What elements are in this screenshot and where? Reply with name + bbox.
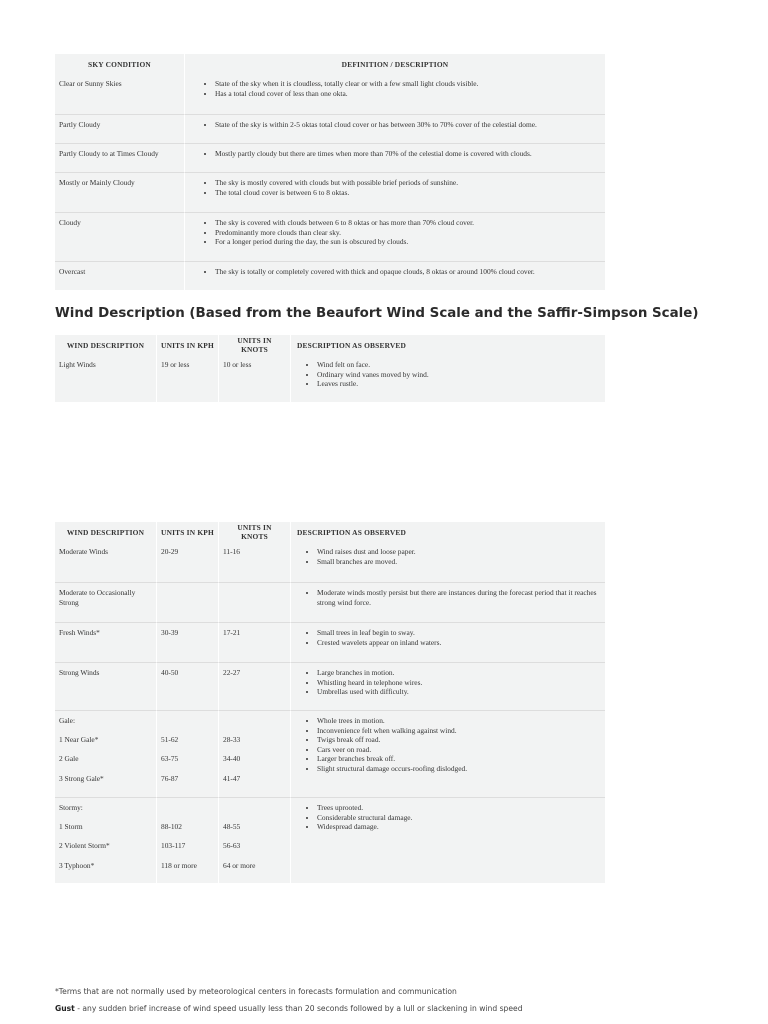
observed-item: • Ordinary wind vanes moved by wind. — [317, 370, 601, 380]
definition-header: DEFINITION / DESCRIPTION — [184, 54, 605, 74]
wind-kph-cell — [156, 355, 218, 402]
units-knots-header: UNITS IN KNOTS — [218, 335, 290, 355]
sky-condition-cell: Clear or Sunny Skies — [55, 74, 184, 114]
definition-list — [199, 178, 601, 197]
table-row — [55, 212, 605, 261]
wind-kph-text — [161, 803, 214, 813]
wind-desc-cell — [55, 542, 156, 582]
observed-list — [301, 716, 601, 774]
definition-cell — [184, 114, 605, 143]
observed-cell — [290, 797, 605, 883]
wind-knots-text: 56-63 — [223, 841, 241, 851]
observed-item: • Twigs break off road. — [317, 735, 601, 745]
wind-kph-text: 118 or more — [161, 860, 197, 870]
wind-kph-text — [161, 716, 214, 726]
observed-item: • Whole trees in motion. — [317, 716, 601, 726]
wind-knots-cell — [218, 582, 290, 622]
wind-knots-text: 28-33 — [223, 735, 241, 745]
sky-condition-cell: Mostly or Mainly Cloudy — [55, 172, 184, 212]
observed-cell — [290, 710, 605, 797]
wind-kph-text — [161, 588, 214, 598]
table-row — [55, 261, 605, 290]
observed-item: • Leaves rustle. — [317, 379, 601, 389]
definition-cell — [184, 143, 605, 172]
wind-desc-text: Strong Winds — [59, 668, 100, 677]
wind-knots-text: 34-40 — [223, 754, 241, 764]
definition-list — [199, 218, 601, 247]
gust-term: Gust — [55, 1004, 75, 1013]
wind-desc-text: Light Winds — [59, 360, 96, 369]
wind-knots-text: 11-16 — [223, 547, 240, 556]
units-kph-header: UNITS IN KPH — [156, 335, 218, 355]
wind-knots-text: 10 or less — [223, 360, 252, 369]
wind-knots-text — [223, 588, 286, 598]
observed-list — [301, 668, 601, 697]
table-row — [55, 74, 605, 114]
table-row — [55, 582, 605, 622]
wind-kph-cell — [156, 710, 218, 797]
description-observed-header: DESCRIPTION AS OBSERVED — [290, 335, 605, 355]
wind-kph-cell — [156, 542, 218, 582]
observed-item: • Whistling heard in telephone wires. — [317, 678, 601, 688]
table-row — [55, 710, 605, 797]
wind-knots-text: 64 or more — [223, 860, 256, 870]
observed-list — [301, 547, 601, 566]
observed-cell — [290, 542, 605, 582]
wind-kph-text: 30-39 — [161, 628, 179, 637]
definition-item: • Predominantly more clouds than clear sky. — [215, 228, 601, 238]
observed-item: • Larger branches break off. — [317, 754, 601, 764]
observed-list — [301, 628, 601, 647]
wind-kph-text: 88-102 — [161, 822, 182, 832]
wind-kph-text: 40-50 — [161, 668, 179, 677]
table-header-row — [55, 54, 605, 74]
observed-item: • Crested wavelets appear on inland waters. — [317, 638, 601, 648]
observed-cell — [290, 582, 605, 622]
wind-desc-text: 1 Storm — [59, 822, 83, 832]
terms-footnote: *Terms that are not normally used by meteorological centers in forecasts formulation and communication — [55, 987, 457, 996]
observed-item: • Small branches are moved. — [317, 557, 601, 567]
observed-item: • Large branches in motion. — [317, 668, 601, 678]
wind-desc-cell — [55, 797, 156, 883]
observed-item: • Cars veer on road. — [317, 745, 601, 755]
observed-item: • Small trees in leaf begin to sway. — [317, 628, 601, 638]
wind-kph-cell — [156, 582, 218, 622]
definition-item: • Has a total cloud cover of less than one okta. — [215, 89, 601, 99]
wind-kph-text: 20-29 — [161, 547, 179, 556]
wind-kph-text: 19 or less — [161, 360, 190, 369]
table-row — [55, 114, 605, 143]
definition-item: • The sky is mostly covered with clouds but with possible brief periods of sunshine. — [215, 178, 601, 188]
wind-desc-text: Fresh Winds* — [59, 628, 100, 637]
gust-definition-text: - any sudden brief increase of wind speed usually less than 20 seconds followed by a lull or slackening in wind speed — [74, 1004, 523, 1013]
definition-item: • For a longer period during the day, the sun is obscured by clouds. — [215, 237, 601, 247]
wind-knots-text — [223, 716, 286, 726]
definition-list — [199, 267, 601, 277]
wind-knots-text: 22-27 — [223, 668, 241, 677]
definition-list — [199, 79, 601, 98]
wind-desc-text: 1 Near Gale* — [59, 735, 99, 745]
sky-condition-cell: Partly Cloudy to at Times Cloudy — [55, 143, 184, 172]
wind-kph-text: 51-62 — [161, 735, 179, 745]
table-header-row — [55, 522, 605, 542]
wind-knots-text: 17-21 — [223, 628, 241, 637]
wind-description-header: WIND DESCRIPTION — [55, 522, 156, 542]
observed-item: • Wind felt on face. — [317, 360, 601, 370]
observed-cell — [290, 355, 605, 402]
wind-kph-text: 76-87 — [161, 773, 179, 783]
observed-item: • Widespread damage. — [317, 822, 601, 832]
observed-item: • Moderate winds mostly persist but there are instances during the forecast period that it reaches strong wind force. — [317, 588, 601, 607]
table-row — [55, 355, 605, 402]
wind-desc-text: 3 Typhoon* — [59, 860, 95, 870]
definition-cell — [184, 74, 605, 114]
wind-description-header: WIND DESCRIPTION — [55, 335, 156, 355]
observed-item: • Umbrellas used with difficulty. — [317, 687, 601, 697]
wind-desc-text: Moderate Winds — [59, 547, 109, 556]
definition-item: • State of the sky is within 2-5 oktas total cloud cover or has between 30% to 70% cover of the celestial dome. — [215, 120, 601, 130]
definition-item: • State of the sky when it is cloudless, totally clear or with a few small light clouds visible. — [215, 79, 601, 89]
observed-item: • Wind raises dust and loose paper. — [317, 547, 601, 557]
table-row — [55, 797, 605, 883]
wind-kph-cell — [156, 797, 218, 883]
wind-kph-text: 63-75 — [161, 754, 179, 764]
description-observed-header: DESCRIPTION AS OBSERVED — [290, 522, 605, 542]
definition-item: • The sky is covered with clouds between 6 to 8 oktas or has more than 70% cloud cover. — [215, 218, 601, 228]
units-kph-header: UNITS IN KPH — [156, 522, 218, 542]
sky-condition-header: SKY CONDITION — [55, 54, 184, 74]
observed-item: • Slight structural damage occurs-roofing dislodged. — [317, 764, 601, 774]
observed-cell — [290, 662, 605, 710]
wind-knots-text: 41-47 — [223, 773, 241, 783]
wind-table-light — [55, 335, 605, 402]
wind-desc-text: Gale: — [59, 716, 76, 725]
wind-knots-cell — [218, 662, 290, 710]
wind-knots-text — [223, 803, 286, 813]
wind-desc-cell — [55, 355, 156, 402]
wind-desc-text: 2 Violent Storm* — [59, 841, 110, 851]
wind-description-heading: Wind Description (Based from the Beaufort Wind Scale and the Saffir-Simpson Scale) — [55, 306, 699, 321]
observed-list — [301, 803, 601, 832]
definition-list — [199, 120, 601, 130]
table-row — [55, 172, 605, 212]
gust-definition — [55, 1004, 523, 1013]
wind-desc-cell — [55, 710, 156, 797]
wind-knots-cell — [218, 797, 290, 883]
wind-knots-cell — [218, 542, 290, 582]
wind-kph-cell — [156, 622, 218, 662]
sky-condition-cell: Cloudy — [55, 212, 184, 261]
observed-item: • Considerable structural damage. — [317, 813, 601, 823]
definition-item: • Mostly partly cloudy but there are times when more than 70% of the celestial dome is covered with clouds. — [215, 149, 601, 159]
table-row — [55, 143, 605, 172]
wind-desc-cell — [55, 622, 156, 662]
definition-list — [199, 149, 601, 159]
table-row — [55, 542, 605, 582]
wind-knots-text: 48-55 — [223, 822, 241, 832]
wind-desc-cell — [55, 662, 156, 710]
wind-knots-cell — [218, 355, 290, 402]
wind-kph-text: 103-117 — [161, 841, 186, 851]
observed-list — [301, 360, 601, 389]
definition-item: • The total cloud cover is between 6 to 8 oktas. — [215, 188, 601, 198]
definition-cell — [184, 261, 605, 290]
observed-item: • Inconvenience felt when walking against wind. — [317, 726, 601, 736]
observed-cell — [290, 622, 605, 662]
sky-condition-table — [55, 54, 605, 290]
wind-desc-text: 2 Gale — [59, 754, 79, 764]
definition-cell — [184, 212, 605, 261]
wind-table-strong — [55, 522, 605, 883]
wind-desc-text: Moderate to Occasionally Strong — [59, 588, 136, 607]
table-row — [55, 662, 605, 710]
sky-condition-cell: Overcast — [55, 261, 184, 290]
definition-item: • The sky is totally or completely covered with thick and opaque clouds, 8 oktas or around 100% cloud cover. — [215, 267, 601, 277]
wind-desc-cell — [55, 582, 156, 622]
wind-desc-text: 3 Strong Gale* — [59, 773, 104, 783]
wind-knots-cell — [218, 622, 290, 662]
definition-cell — [184, 172, 605, 212]
observed-item: • Trees uprooted. — [317, 803, 601, 813]
table-row — [55, 622, 605, 662]
wind-kph-cell — [156, 662, 218, 710]
wind-desc-text: Stormy: — [59, 803, 83, 812]
units-knots-header: UNITS IN KNOTS — [218, 522, 290, 542]
wind-knots-cell — [218, 710, 290, 797]
table-header-row — [55, 335, 605, 355]
sky-condition-cell: Partly Cloudy — [55, 114, 184, 143]
observed-list — [301, 588, 601, 607]
